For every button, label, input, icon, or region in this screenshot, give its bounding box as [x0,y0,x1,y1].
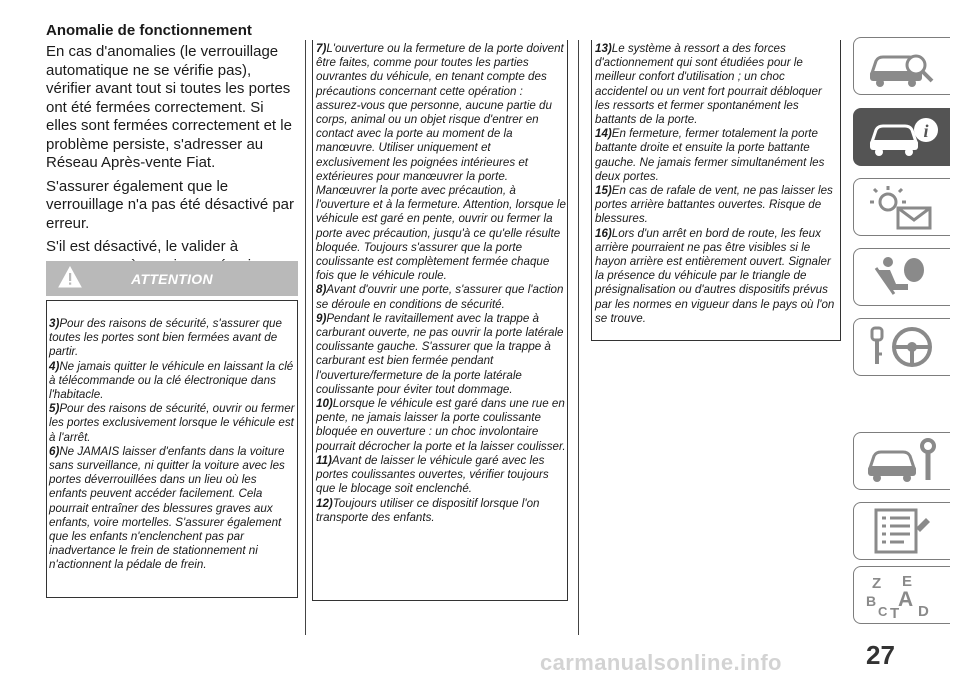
column-divider [305,40,306,635]
car-info-icon [864,114,942,160]
paragraph-2: S'assurer également que le verrouillage n'a pas été désactivé par erreur. [46,177,295,232]
note-item: 14)En fermeture, fermer totalement la porte battante droite et ensuite la porte battante gauche. Ne jamais fermer simultanément les deux portes. [595,127,825,183]
tab-warning-lights[interactable] [853,178,950,236]
note-item: 5)Pour des raisons de sécurité, ouvrir ou fermer les portes exclusivement lorsque le véhicule est à l'arrêt. [49,402,295,444]
note-item: 6)Ne JAMAIS laisser d'enfants dans la voiture sans surveillance, ni quitter la voiture avec les portes déverrouillées dans un lieu où les enfants peuvent accéder facilement. Cela pourrait entraîner des blessures graves aux enfants, voire mortelles. S'assurer également que les enfants n'enclenchent pas par inadvertance le frein de stationnement ni n'actionnent la pédale de frein. [49,444,285,572]
attention-box [46,300,298,598]
warnings-box-3 [591,40,841,341]
note-item: 8)Avant d'ouvrir une porte, s'assurer que l'action se déroule en conditions de sécurité. [316,283,564,311]
watermark: carmanualsonline.info [540,650,782,675]
svg-text:i: i [923,121,929,141]
alphabetical-index-icon [864,572,942,618]
note-item: 7)L'ouverture ou la fermeture de la porte doivent être faites, comme pour toutes les parties ouvrantes du véhicule, en tenant compte des précautions concernant cette opération : assurez-vous que personne, aucune partie du corps, animal ou un objet risque d'entrer en contact avec la porte au moment de la manœuvre. Utiliser uniquement et exclusivement les poignées intérieures et extérieures pour manœuvrer la porte. Manœuvrer la porte avec précaution, à l'ouverture et à la fermeture. Attention, lorsque le véhicule est garé en pente, ouvrir ou fermer la porte avec précaution, jusqu'à ce qu'elle résulte bloquée. Toujours s'assurer que la porte coulissante est complètement fermée chaque fois que le véhicule roule. [316,42,566,283]
warning-light-message-icon [864,184,942,230]
index-letter-e: E [902,573,913,590]
index-letter-z: Z [872,575,882,592]
tab-starting-driving[interactable] [853,318,950,376]
index-letter-b: B [866,593,877,609]
note-item: 15)En cas de rafale de vent, ne pas laisser les portes arrière battantes ouvertes. Risque de blessures. [595,184,833,226]
note-item: 3)Pour des raisons de sécurité, s'assurer que toutes les portes sont bien fermées avant de partir. [49,317,282,359]
note-item: 9)Pendant le ravitaillement avec la trappe à carburant ouverte, ne pas ouvrir la porte latérale coulissante gauche. S'assurer que la trappe à carburant est bien fermée pendant l'ouverture/fermeture de la porte latérale coulissante pour éviter tout dommage. [316,311,564,396]
paragraph-3: S'il est désactivé, le valider à [46,238,239,255]
tab-car-info[interactable] [853,108,950,166]
warnings-box-2 [312,40,568,601]
page-number: 27 [866,640,895,670]
note-item: 12)Toujours utiliser ce dispositif lorsque l'on transporte des enfants. [316,496,540,524]
attention-title: ATTENTION [131,271,213,287]
intro-section [46,22,298,299]
note-item: 13)Le système à ressort a des forces d'actionnement qui sont étudiées pour le meilleur confort d'utilisation ; un choc accidentel ou un vent fort pourrait débloquer les ressorts et fermer spontanément les battants de la porte. [595,42,822,127]
index-letter-t: T [890,605,900,618]
airbag-seat-icon [864,254,942,300]
note-item: 16)Lors d'un arrêt en bord de route, les feux arrière pourraient ne pas être visibles si le hayon arrière est entièrement ouvert. Signaler la présence du véhicule par le triangle de présignalisation ou d'autres dispositifs prévus par les normes en vigueur dans le pays où l'on se trouve. [595,226,835,325]
car-magnifier-icon [864,43,942,89]
tab-technical-data[interactable] [853,502,950,560]
section-heading: Anomalie de fonctionnement [46,22,252,39]
attention-header [46,261,298,296]
car-wrench-icon [864,438,942,484]
index-letter-c: C [878,604,888,618]
note-item: 10)Lorsque le véhicule est garé dans une rue en pente, ne jamais laisser la porte coulissante bloquée en ouverture : un choc involontaire pourrait décrocher la porte et la laisser coulisser. [316,397,566,453]
key-steering-wheel-icon [864,324,942,370]
spec-sheet-icon [864,508,942,554]
note-item: 4)Ne jamais quitter le véhicule en laissant la clé à télécommande ou la clé électronique dans l'habitacle. [49,359,294,402]
tab-alphabetical-index[interactable] [853,566,950,624]
column-divider [578,40,579,635]
tab-maintenance[interactable] [853,432,950,490]
tab-car-overview[interactable] [853,37,950,95]
tab-safety[interactable] [853,248,950,306]
paragraph-1: En cas d'anomalies (le verrouillage automatique ne se vérifie pas), vérifier avant tout si toutes les portes ont été fermées correctement. Si elles sont fermées correctement et le problème persiste, s'adresser au Réseau Après-vente Fiat. [46,43,292,171]
index-letter-d: D [918,603,929,618]
note-item: 11)Avant de laisser le véhicule garé avec les portes coulissantes ouvertes, vérifier toujours que le blocage soit enclenché. [316,453,549,496]
index-letter-a: A [898,588,914,611]
